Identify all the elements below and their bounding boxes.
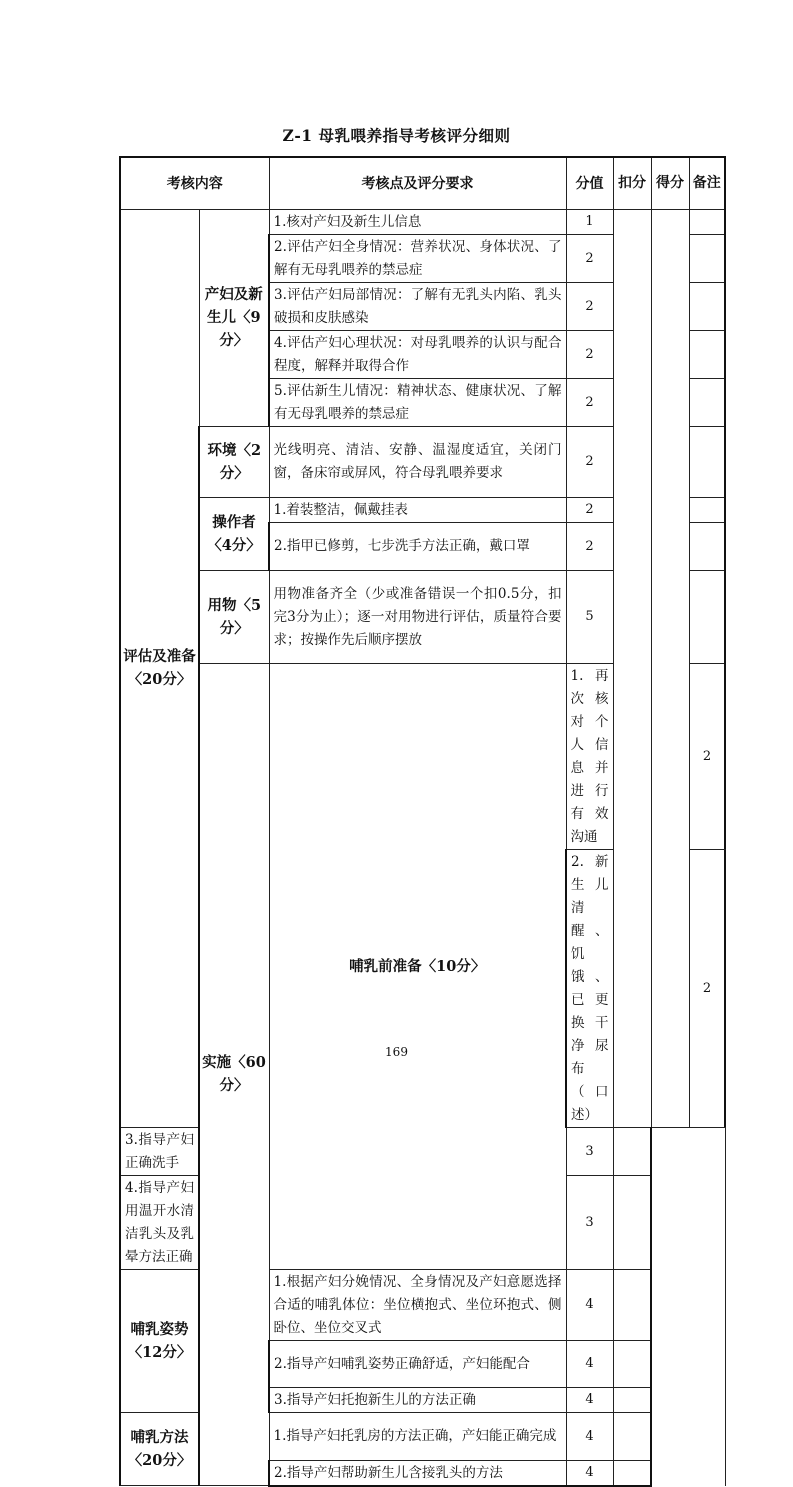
requirement-cell: 4.评估产妇心理状况：对母乳喂养的认识与配合程度，解释并取得合作 — [269, 330, 566, 378]
score-cell: 3 — [566, 1127, 613, 1175]
subsection-cell: 操作者〈4分〉 — [199, 497, 269, 570]
score-cell: 4 — [566, 1269, 613, 1340]
requirement-cell: 1.再次核对个人信息并进行有效沟通 — [566, 663, 613, 849]
score-cell: 2 — [566, 330, 613, 378]
requirement-cell: 光线明亮、清洁、安静、温湿度适宜，关闭门窗，备床帘或屏风，符合母乳喂养要求 — [269, 426, 566, 497]
score-cell: 4 — [566, 1460, 613, 1486]
remark-cell[interactable] — [689, 209, 725, 234]
requirement-cell: 2.指导产妇哺乳姿势正确舒适，产妇能配合 — [269, 1340, 566, 1387]
remark-cell[interactable] — [613, 1460, 651, 1486]
scoring-table — [119, 156, 726, 1487]
requirement-cell: 2.新生儿清醒、饥饿、已更换干净尿布（口述） — [566, 849, 613, 1127]
subsection-cell: 哺乳前准备〈10分〉 — [269, 663, 566, 1269]
remark-cell[interactable] — [613, 1412, 651, 1460]
score-cell: 2 — [566, 426, 613, 497]
subsection-cell: 用物〈5分〉 — [199, 570, 269, 663]
score-cell: 2 — [566, 282, 613, 330]
header-requirements: 考核点及评分要求 — [269, 157, 566, 209]
subsection-cell: 哺乳姿势〈12分〉 — [120, 1269, 199, 1412]
header-row — [120, 157, 725, 209]
score-cell: 4 — [566, 1387, 613, 1412]
requirement-cell: 5.评估新生儿情况：精神状态、健康状况、了解有无母乳喂养的禁忌症 — [269, 378, 566, 426]
requirement-cell: 2.指甲已修剪，七步洗手方法正确，戴口罩 — [269, 522, 566, 570]
remark-cell[interactable] — [689, 497, 725, 522]
header-content: 考核内容 — [120, 157, 269, 209]
requirement-cell: 4.指导产妇用温开水清洁乳头及乳晕方法正确 — [120, 1175, 199, 1269]
score-cell: 2 — [689, 849, 725, 1127]
score-cell: 2 — [566, 522, 613, 570]
requirement-cell: 1.根据产妇分娩情况、全身情况及产妇意愿选择合适的哺乳体位：坐位横抱式、坐位环抱式、侧卧位、坐位交叉式 — [269, 1269, 566, 1340]
score-cell: 4 — [566, 1340, 613, 1387]
deduct-cell[interactable] — [613, 209, 651, 1127]
remark-cell[interactable] — [613, 1175, 651, 1269]
requirement-cell: 3.评估产妇局部情况：了解有无乳头内陷、乳头破损和皮肤感染 — [269, 282, 566, 330]
requirement-cell: 3.指导产妇正确洗手 — [120, 1127, 199, 1175]
score-cell: 5 — [566, 570, 613, 663]
remark-cell[interactable] — [689, 282, 725, 330]
obtained-cell[interactable] — [651, 209, 689, 1127]
score-cell: 2 — [689, 663, 725, 849]
category-cell: 评估及准备〈20分〉 — [120, 209, 199, 1127]
score-cell: 2 — [566, 378, 613, 426]
remark-cell[interactable] — [689, 522, 725, 570]
header-score: 分值 — [566, 157, 613, 209]
category-cell: 实施〈60分〉 — [199, 663, 269, 1486]
requirement-cell: 2.评估产妇全身情况：营养状况、身体状况、了解有无母乳喂养的禁忌症 — [269, 234, 566, 282]
remark-cell[interactable] — [613, 1387, 651, 1412]
remark-cell[interactable] — [689, 330, 725, 378]
requirement-cell: 3.指导产妇托抱新生儿的方法正确 — [269, 1387, 566, 1412]
remark-cell[interactable] — [689, 378, 725, 426]
page-number: 169 — [385, 1045, 408, 1059]
requirement-cell: 1.指导产妇托乳房的方法正确，产妇能正确完成 — [269, 1412, 566, 1460]
score-cell: 2 — [566, 497, 613, 522]
subsection-cell: 环境〈2分〉 — [199, 426, 269, 497]
remark-cell[interactable] — [613, 1340, 651, 1387]
requirement-cell: 1.着装整洁，佩戴挂表 — [269, 497, 566, 522]
subsection-cell: 哺乳方法〈20分〉 — [120, 1412, 199, 1486]
page-title: Z-1 母乳喂养指导考核评分细则 — [282, 126, 511, 145]
remark-cell[interactable] — [689, 570, 725, 663]
header-remark: 备注 — [689, 157, 725, 209]
remark-cell[interactable] — [613, 1127, 651, 1175]
header-obtained: 得分 — [651, 157, 689, 209]
requirement-cell: 用物准备齐全（少或准备错误一个扣0.5分，扣完3分为止）；逐一对用物进行评估，质量符合要求；按操作先后顺序摆放 — [269, 570, 566, 663]
remark-cell[interactable] — [689, 234, 725, 282]
score-cell: 4 — [566, 1412, 613, 1460]
subsection-cell: 产妇及新生儿〈9分〉 — [199, 209, 269, 426]
score-cell: 2 — [566, 234, 613, 282]
score-cell: 1 — [566, 209, 613, 234]
remark-cell[interactable] — [613, 1269, 651, 1340]
table-row — [120, 209, 725, 234]
requirement-cell: 1.核对产妇及新生儿信息 — [269, 209, 566, 234]
header-deduct: 扣分 — [613, 157, 651, 209]
score-cell: 3 — [566, 1175, 613, 1269]
requirement-cell: 2.指导产妇帮助新生儿含接乳头的方法 — [269, 1460, 566, 1486]
remark-cell[interactable] — [689, 426, 725, 497]
